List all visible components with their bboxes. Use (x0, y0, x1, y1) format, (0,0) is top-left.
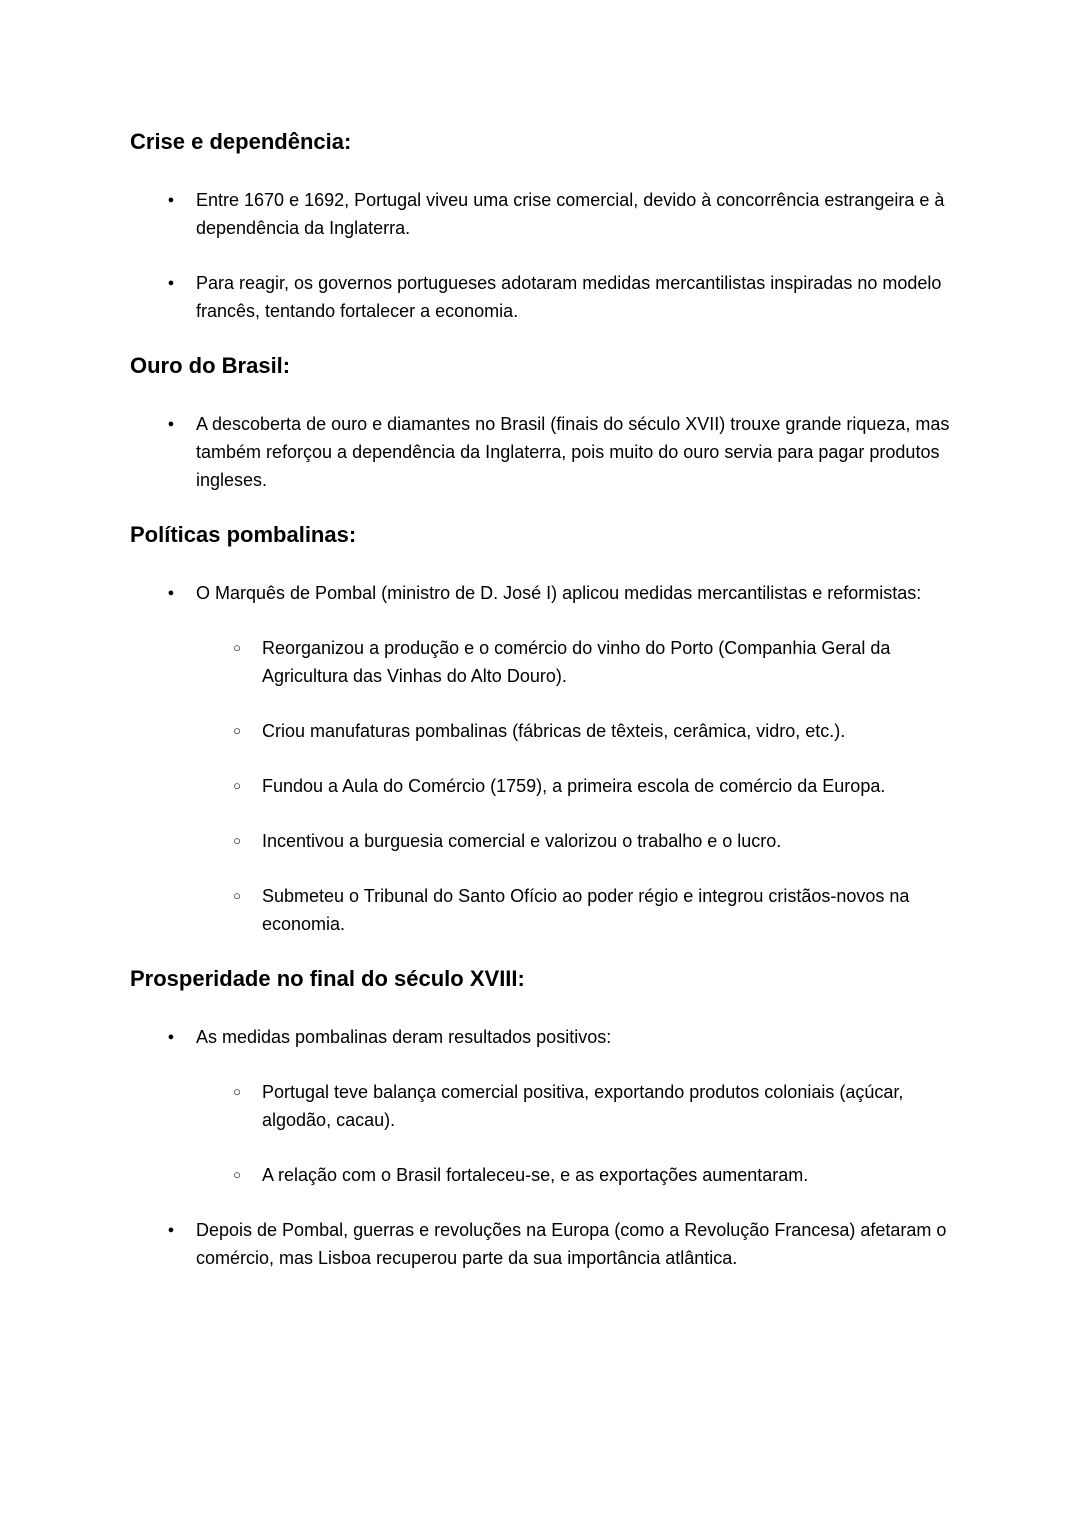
sub-list-item (196, 1078, 950, 1134)
circle-bullet-icon: ○ (233, 723, 241, 738)
circle-bullet-icon: ○ (233, 1167, 241, 1182)
sub-list-item-text: Submeteu o Tribunal do Santo Ofício ao poder régio e integrou cristãos-novos na economia. (262, 886, 910, 934)
sub-list-item (196, 882, 950, 938)
sub-list-item-text: Incentivou a burguesia comercial e valorizou o trabalho e o lucro. (262, 831, 782, 851)
section-heading: Prosperidade no final do século XVIII: (130, 966, 525, 991)
document-section (130, 521, 950, 938)
sub-list-item-text: Portugal teve balança comercial positiva, exportando produtos coloniais (açúcar, algodão, cacau). (262, 1082, 904, 1130)
list-item-text: Depois de Pombal, guerras e revoluções na Europa (como a Revolução Francesa) afetaram o comércio, mas Lisboa recuperou parte da sua importância atlântica. (196, 1220, 947, 1268)
bullet-list (130, 579, 950, 938)
list-item-text: Para reagir, os governos portugueses adotaram medidas mercantilistas inspiradas no modelo francês, tentando fortalecer a economia. (196, 273, 942, 321)
section-heading: Crise e dependência: (130, 129, 352, 154)
list-item-text: A descoberta de ouro e diamantes no Brasil (finais do século XVII) trouxe grande riqueza, mas também reforçou a dependência da Inglaterra, pois muito do ouro servia para pagar produtos ingleses. (196, 414, 950, 490)
section-heading: Ouro do Brasil: (130, 353, 291, 378)
document-section (130, 965, 950, 1272)
sub-list-item-text: A relação com o Brasil fortaleceu-se, e as exportações aumentaram. (262, 1165, 809, 1185)
list-item-text: As medidas pombalinas deram resultados positivos: (196, 1027, 612, 1047)
disc-bullet-icon: ● (167, 587, 175, 599)
sub-list-item-text: Fundou a Aula do Comércio (1759), a primeira escola de comércio da Europa. (262, 776, 886, 796)
circle-bullet-icon: ○ (233, 888, 241, 903)
disc-bullet-icon: ● (167, 277, 175, 289)
sub-bullet-list (196, 634, 950, 938)
document-section (130, 128, 950, 325)
document-section (130, 352, 950, 494)
sub-bullet-list (196, 1078, 950, 1189)
bullet-list (130, 186, 950, 325)
sub-list-item-text: Reorganizou a produção e o comércio do vinho do Porto (Companhia Geral da Agricultura das Vinhas do Alto Douro). (262, 638, 891, 686)
list-item (130, 579, 950, 938)
list-item-text: O Marquês de Pombal (ministro de D. José I) aplicou medidas mercantilistas e reformistas: (196, 583, 922, 603)
circle-bullet-icon: ○ (233, 640, 241, 655)
list-item-text: Entre 1670 e 1692, Portugal viveu uma crise comercial, devido à concorrência estrangeira e à dependência da Inglaterra. (196, 190, 945, 238)
disc-bullet-icon: ● (167, 1031, 175, 1043)
disc-bullet-icon: ● (167, 1224, 175, 1236)
sub-list-item (196, 717, 950, 745)
bullet-list (130, 410, 950, 494)
list-item (130, 1216, 950, 1272)
disc-bullet-icon: ● (167, 194, 175, 206)
sub-list-item (196, 772, 950, 800)
section-heading: Políticas pombalinas: (130, 522, 357, 547)
circle-bullet-icon: ○ (233, 1084, 241, 1099)
sub-list-item (196, 1161, 950, 1189)
circle-bullet-icon: ○ (233, 833, 241, 848)
list-item (130, 269, 950, 325)
disc-bullet-icon: ● (167, 418, 175, 430)
circle-bullet-icon: ○ (233, 778, 241, 793)
list-item (130, 410, 950, 494)
list-item (130, 1023, 950, 1189)
sub-list-item (196, 634, 950, 690)
bullet-list (130, 1023, 950, 1272)
sub-list-item (196, 827, 950, 855)
sub-list-item-text: Criou manufaturas pombalinas (fábricas de têxteis, cerâmica, vidro, etc.). (262, 721, 846, 741)
list-item (130, 186, 950, 242)
